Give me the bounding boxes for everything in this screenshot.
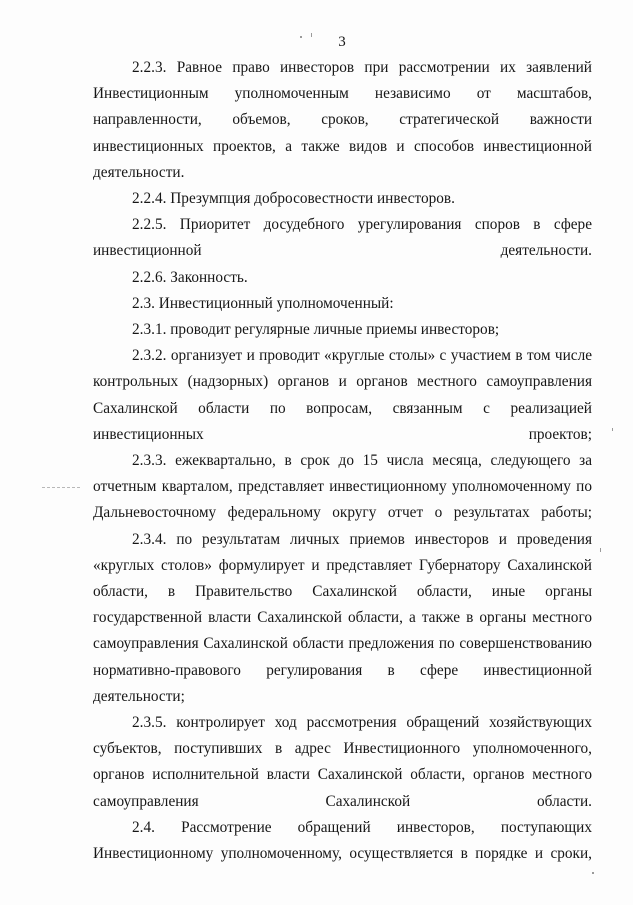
paragraph-2-4: 2.4. Рассмотрение обращений инвесторов, поступающих Инвестиционному уполномоченному, осуществляется в порядке и сроки, xyxy=(93,818,592,863)
paragraph-2-2-4: 2.2.4. Презумпция добросовестности инвесторов. xyxy=(132,190,455,208)
page-number: 3 xyxy=(338,34,346,50)
paragraph-2-3-1: 2.3.1. проводит регулярные личные приемы инвесторов; xyxy=(132,321,500,339)
paragraph-2-2-3: 2.2.3. Равное право инвесторов при рассмотрении их заявлений Инвестиционным уполномоченным независимо от масштабов, направленности, объемов, сроков, стратегической важности инвестиционных проектов, а также видов и способов инвестиционной деятельности. xyxy=(93,59,592,181)
paragraph-2-3: 2.3. Инвестиционный уполномоченный: xyxy=(132,294,394,312)
scan-speck xyxy=(612,428,613,431)
paragraph-2-3-5: 2.3.5. контролирует ход рассмотрения обращений хозяйствующих субъектов, поступивших в адрес Инвестиционного уполномоченного, органов исполнительной власти Сахалинской области, органов местного самоуправления Сахалинской области. xyxy=(93,714,592,810)
paragraph-2-3-2: 2.3.2. организует и проводит «круглые столы» с участием в том числе контрольных (надзорных) органов и органов местного самоуправления Сахалинской области по вопросам, связанным с реализацией инвестиционных проектов; xyxy=(93,347,592,443)
paragraph-2-3-4: 2.3.4. по результатам личных приемов инвесторов и проведения «круглых столов» формулирует и представляет Губернатору Сахалинской области, в Правительство Сахалинской области, иные органы государственной власти Сахалинской области, а также в органы местного самоуправления Сахалинской области предложения по совершенствованию нормативно-правового регулирования в сфере инвестиционной деятельности; xyxy=(93,530,592,705)
scan-speck xyxy=(592,872,594,874)
paragraph-2-2-5: 2.2.5. Приоритет досудебного урегулирования споров в сфере инвестиционной деятельности. xyxy=(93,216,592,260)
margin-dash-mark xyxy=(42,487,80,488)
paragraph-2-3-3: 2.3.3. ежеквартально, в срок до 15 числа месяца, следующего за отчетным кварталом, представляет инвестиционному уполномоченному по Дальневосточному федеральному округу отчет о результатах работы; xyxy=(93,452,592,522)
document-body xyxy=(93,55,592,867)
paragraph-2-2-6: 2.2.6. Законность. xyxy=(132,268,248,286)
scan-speck xyxy=(600,548,601,552)
